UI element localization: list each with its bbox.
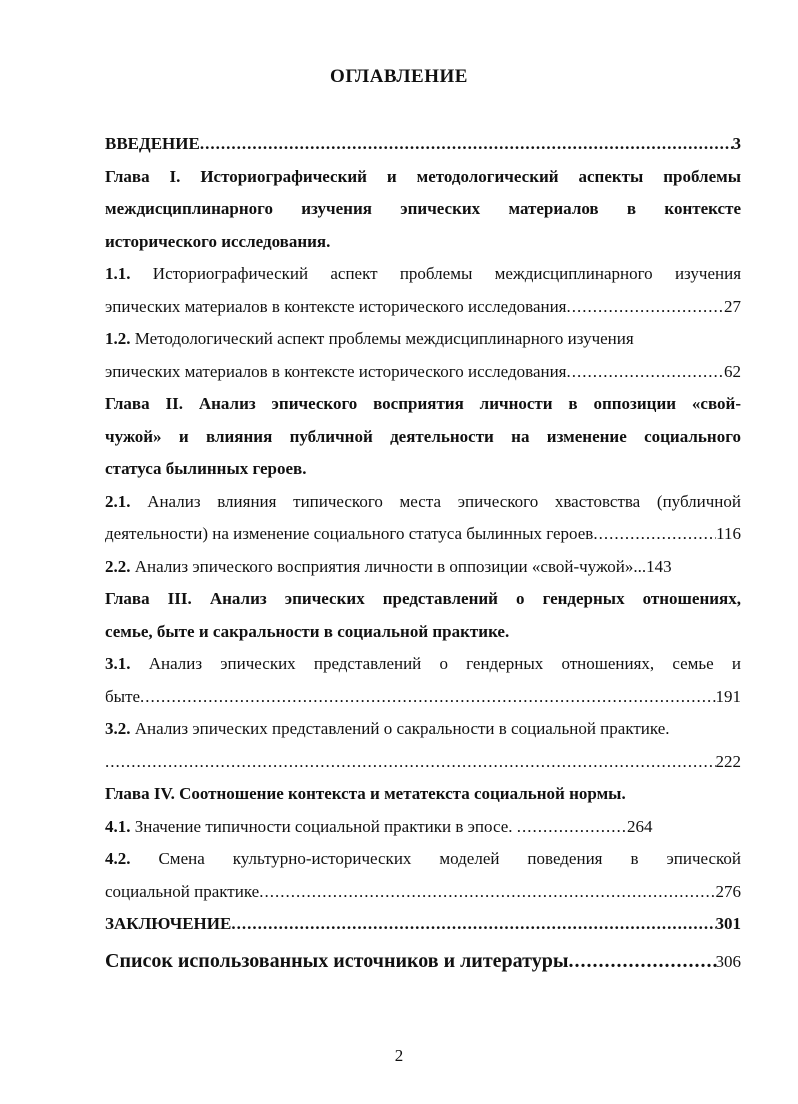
toc-entry-conclusion[interactable]	[105, 908, 741, 941]
chapter-title-line[interactable]: чужой» и влияния публичной деятельности на изменение социального	[105, 426, 741, 446]
section-title: Анализ эпического восприятия личности в оппозиции «свой-чужой»...143	[134, 556, 672, 576]
toc-entry-1-2-cont[interactable]	[105, 356, 741, 389]
section-number: 3.2.	[105, 719, 131, 738]
toc-entry-sources[interactable]	[105, 941, 741, 981]
dot-leader	[568, 941, 715, 981]
toc-entry-introduction[interactable]	[105, 128, 741, 161]
dot-leader	[567, 356, 725, 389]
table-of-contents	[105, 128, 741, 981]
toc-entry-label: Список использованных источников и литературы	[105, 949, 569, 972]
section-number: 1.2.	[105, 329, 131, 348]
dot-leader	[140, 681, 715, 714]
toc-entry-4-1[interactable]	[105, 811, 741, 844]
dot-leader: .....................	[516, 816, 628, 836]
toc-entry-1-2[interactable]	[105, 323, 741, 356]
chapter-title-line[interactable]: исторического исследования.	[105, 231, 331, 251]
section-title: Анализ эпических представлений о сакральности в социальной практике.	[134, 719, 670, 738]
toc-entry-1-1[interactable]	[105, 258, 741, 291]
chapter-title-line[interactable]: Глава III. Анализ эпических представлений о гендерных отношениях,	[105, 589, 741, 608]
chapter-title-line[interactable]: междисциплинарного изучения эпических материалов в контексте	[105, 199, 741, 218]
toc-page-number: 222	[715, 751, 741, 771]
section-title: быте	[105, 686, 141, 706]
page-number: 2	[394, 1046, 404, 1065]
toc-page-number: 62	[724, 361, 741, 381]
chapter-title-line[interactable]: семье, быте и сакральности в социальной практике.	[105, 621, 510, 641]
toc-page-number: 264	[627, 816, 653, 836]
section-title: деятельности) на изменение социального статуса былинных героев	[105, 524, 594, 543]
toc-page-number: 27	[724, 296, 741, 316]
section-number: 2.1.	[105, 491, 131, 511]
toc-entry-4-2[interactable]	[105, 843, 741, 876]
dot-leader	[259, 876, 715, 909]
toc-entry-2-1[interactable]	[105, 486, 741, 519]
section-title: Методологический аспект проблемы междисциплинарного изучения	[134, 329, 634, 348]
dot-leader	[593, 518, 716, 551]
section-number: 4.1.	[105, 816, 131, 836]
dot-leader	[200, 128, 733, 161]
toc-page-number: 3	[732, 134, 741, 153]
toc-page-number: 191	[715, 686, 741, 706]
section-title: Анализ влияния типического места эпического хвастовства (публичной	[147, 491, 741, 511]
toc-page-number: 301	[715, 914, 741, 933]
section-number: 1.1.	[105, 264, 131, 283]
toc-page-number: 276	[715, 881, 741, 901]
section-title: Значение типичности социальной практики в эпосе.	[134, 816, 517, 836]
chapter-title-line[interactable]: Глава IV. Соотношение контекста и метатекста социальной нормы.	[105, 784, 626, 803]
toc-page-number: 306	[715, 951, 741, 971]
dot-leader	[231, 908, 715, 941]
section-number: 3.1.	[105, 654, 131, 673]
toc-entry-2-1-cont[interactable]	[105, 518, 741, 551]
toc-entry-3-1-cont[interactable]	[105, 681, 741, 714]
toc-entry-3-2[interactable]	[105, 713, 741, 746]
section-title: Смена культурно-исторических моделей поведения в эпической	[158, 849, 741, 868]
section-title: эпических материалов в контексте исторического исследования	[105, 361, 567, 381]
toc-entry-1-1-cont[interactable]	[105, 291, 741, 324]
section-title: социальной практике	[105, 881, 260, 901]
toc-entry-label: ЗАКЛЮЧЕНИЕ	[105, 914, 232, 933]
chapter-title-line[interactable]: Глава I. Историографический и методологический аспекты проблемы	[105, 166, 741, 186]
toc-entry-4-2-cont[interactable]	[105, 876, 741, 909]
toc-entry-3-2-cont[interactable]	[105, 746, 741, 779]
chapter-title-line[interactable]: статуса былинных героев.	[105, 459, 307, 478]
section-number: 4.2.	[105, 849, 131, 868]
toc-entry-3-1[interactable]	[105, 648, 741, 681]
dot-leader	[105, 746, 716, 779]
toc-entry-label: ВВЕДЕНИЕ	[105, 134, 200, 153]
page-title: ОГЛАВЛЕНИЕ	[330, 66, 468, 87]
dot-leader	[567, 291, 725, 324]
toc-entry-2-2[interactable]	[105, 551, 741, 584]
section-title: эпических материалов в контексте исторического исследования	[105, 296, 567, 316]
section-title: Историографический аспект проблемы междисциплинарного изучения	[152, 264, 741, 283]
chapter-title-line[interactable]: Глава II. Анализ эпического восприятия личности в оппозиции «свой-	[105, 394, 741, 413]
toc-page-number: 116	[716, 524, 741, 543]
section-number: 2.2.	[105, 556, 131, 576]
section-title: Анализ эпических представлений о гендерных отношениях, семье и	[148, 654, 741, 673]
